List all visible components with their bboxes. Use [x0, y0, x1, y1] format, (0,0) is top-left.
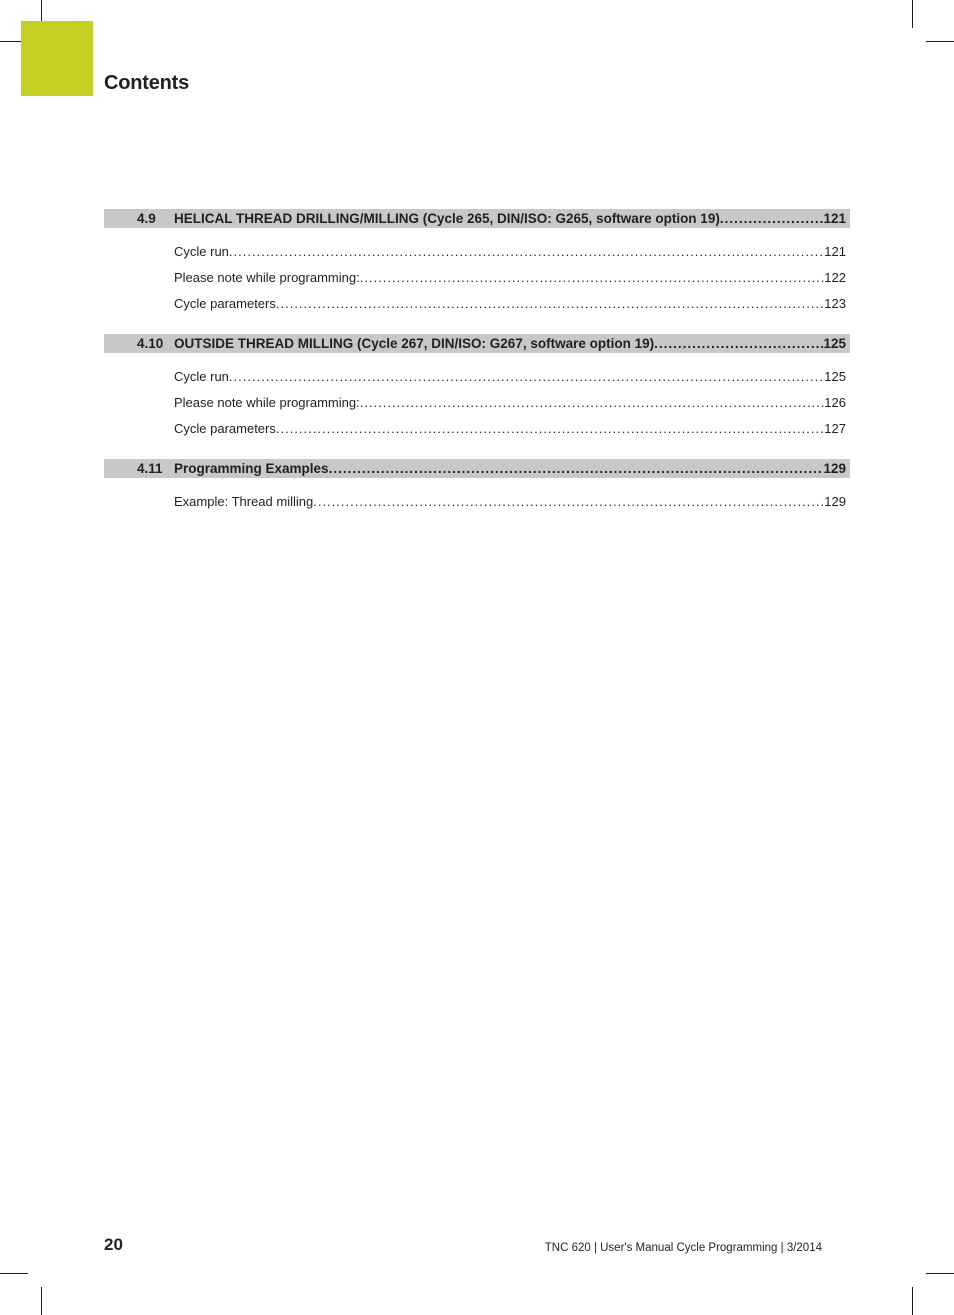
entry-title: Please note while programming: — [174, 270, 360, 285]
dot-leader — [276, 421, 824, 447]
section-title: Programming Examples — [174, 461, 329, 476]
entry-page: 126 — [824, 395, 846, 410]
crop-mark — [912, 0, 913, 28]
entry-title: Cycle parameters — [174, 421, 276, 436]
toc-entry[interactable] — [104, 270, 850, 296]
chapter-color-block — [21, 21, 93, 96]
entry-page: 121 — [824, 244, 846, 259]
entry-title: Cycle run — [174, 369, 229, 384]
entry-title: Cycle parameters — [174, 296, 276, 311]
dot-leader — [360, 270, 824, 296]
entry-page: 129 — [824, 494, 846, 509]
dot-leader — [229, 244, 824, 270]
page-number: 20 — [104, 1235, 123, 1254]
toc-entry[interactable] — [104, 369, 850, 395]
section-title: OUTSIDE THREAD MILLING (Cycle 267, DIN/ISO: G267, software option 19) — [174, 336, 655, 351]
crop-mark — [41, 1287, 42, 1315]
dot-leader — [720, 209, 824, 228]
toc-section-heading[interactable] — [104, 459, 850, 478]
toc-entry[interactable] — [104, 395, 850, 421]
section-page: 121 — [823, 211, 846, 226]
entry-page: 127 — [824, 421, 846, 436]
toc-section — [104, 334, 850, 447]
crop-mark — [0, 1273, 28, 1274]
table-of-contents — [104, 209, 850, 532]
dot-leader — [276, 296, 824, 322]
entry-page: 123 — [824, 296, 846, 311]
toc-section-heading[interactable] — [104, 209, 850, 228]
dot-leader — [329, 459, 824, 478]
toc-entry[interactable] — [104, 494, 850, 520]
dot-leader — [313, 494, 824, 520]
entry-page: 122 — [824, 270, 846, 285]
section-page: 125 — [823, 336, 846, 351]
crop-mark — [926, 41, 954, 42]
section-number: 4.10 — [137, 336, 164, 351]
toc-entry[interactable] — [104, 421, 850, 447]
section-title: HELICAL THREAD DRILLING/MILLING (Cycle 265, DIN/ISO: G265, software option 19) — [174, 211, 720, 226]
section-number: 4.9 — [137, 211, 156, 226]
footer-text: TNC 620 | User's Manual Cycle Programming | 3/2014 — [544, 1242, 822, 1254]
section-number: 4.11 — [137, 461, 163, 476]
crop-mark — [926, 1273, 954, 1274]
dot-leader — [654, 334, 823, 353]
entry-title: Cycle run — [174, 244, 229, 259]
entry-title: Example: Thread milling — [174, 494, 314, 509]
toc-section — [104, 459, 850, 520]
toc-entry[interactable] — [104, 244, 850, 270]
entry-page: 125 — [824, 369, 846, 384]
page-title: Contents — [104, 72, 190, 94]
section-page: 129 — [823, 461, 846, 476]
dot-leader — [360, 395, 824, 421]
toc-section-heading[interactable] — [104, 334, 850, 353]
toc-section — [104, 209, 850, 322]
entry-title: Please note while programming: — [174, 395, 360, 410]
toc-entry[interactable] — [104, 296, 850, 322]
dot-leader — [229, 369, 824, 395]
crop-mark — [912, 1287, 913, 1315]
